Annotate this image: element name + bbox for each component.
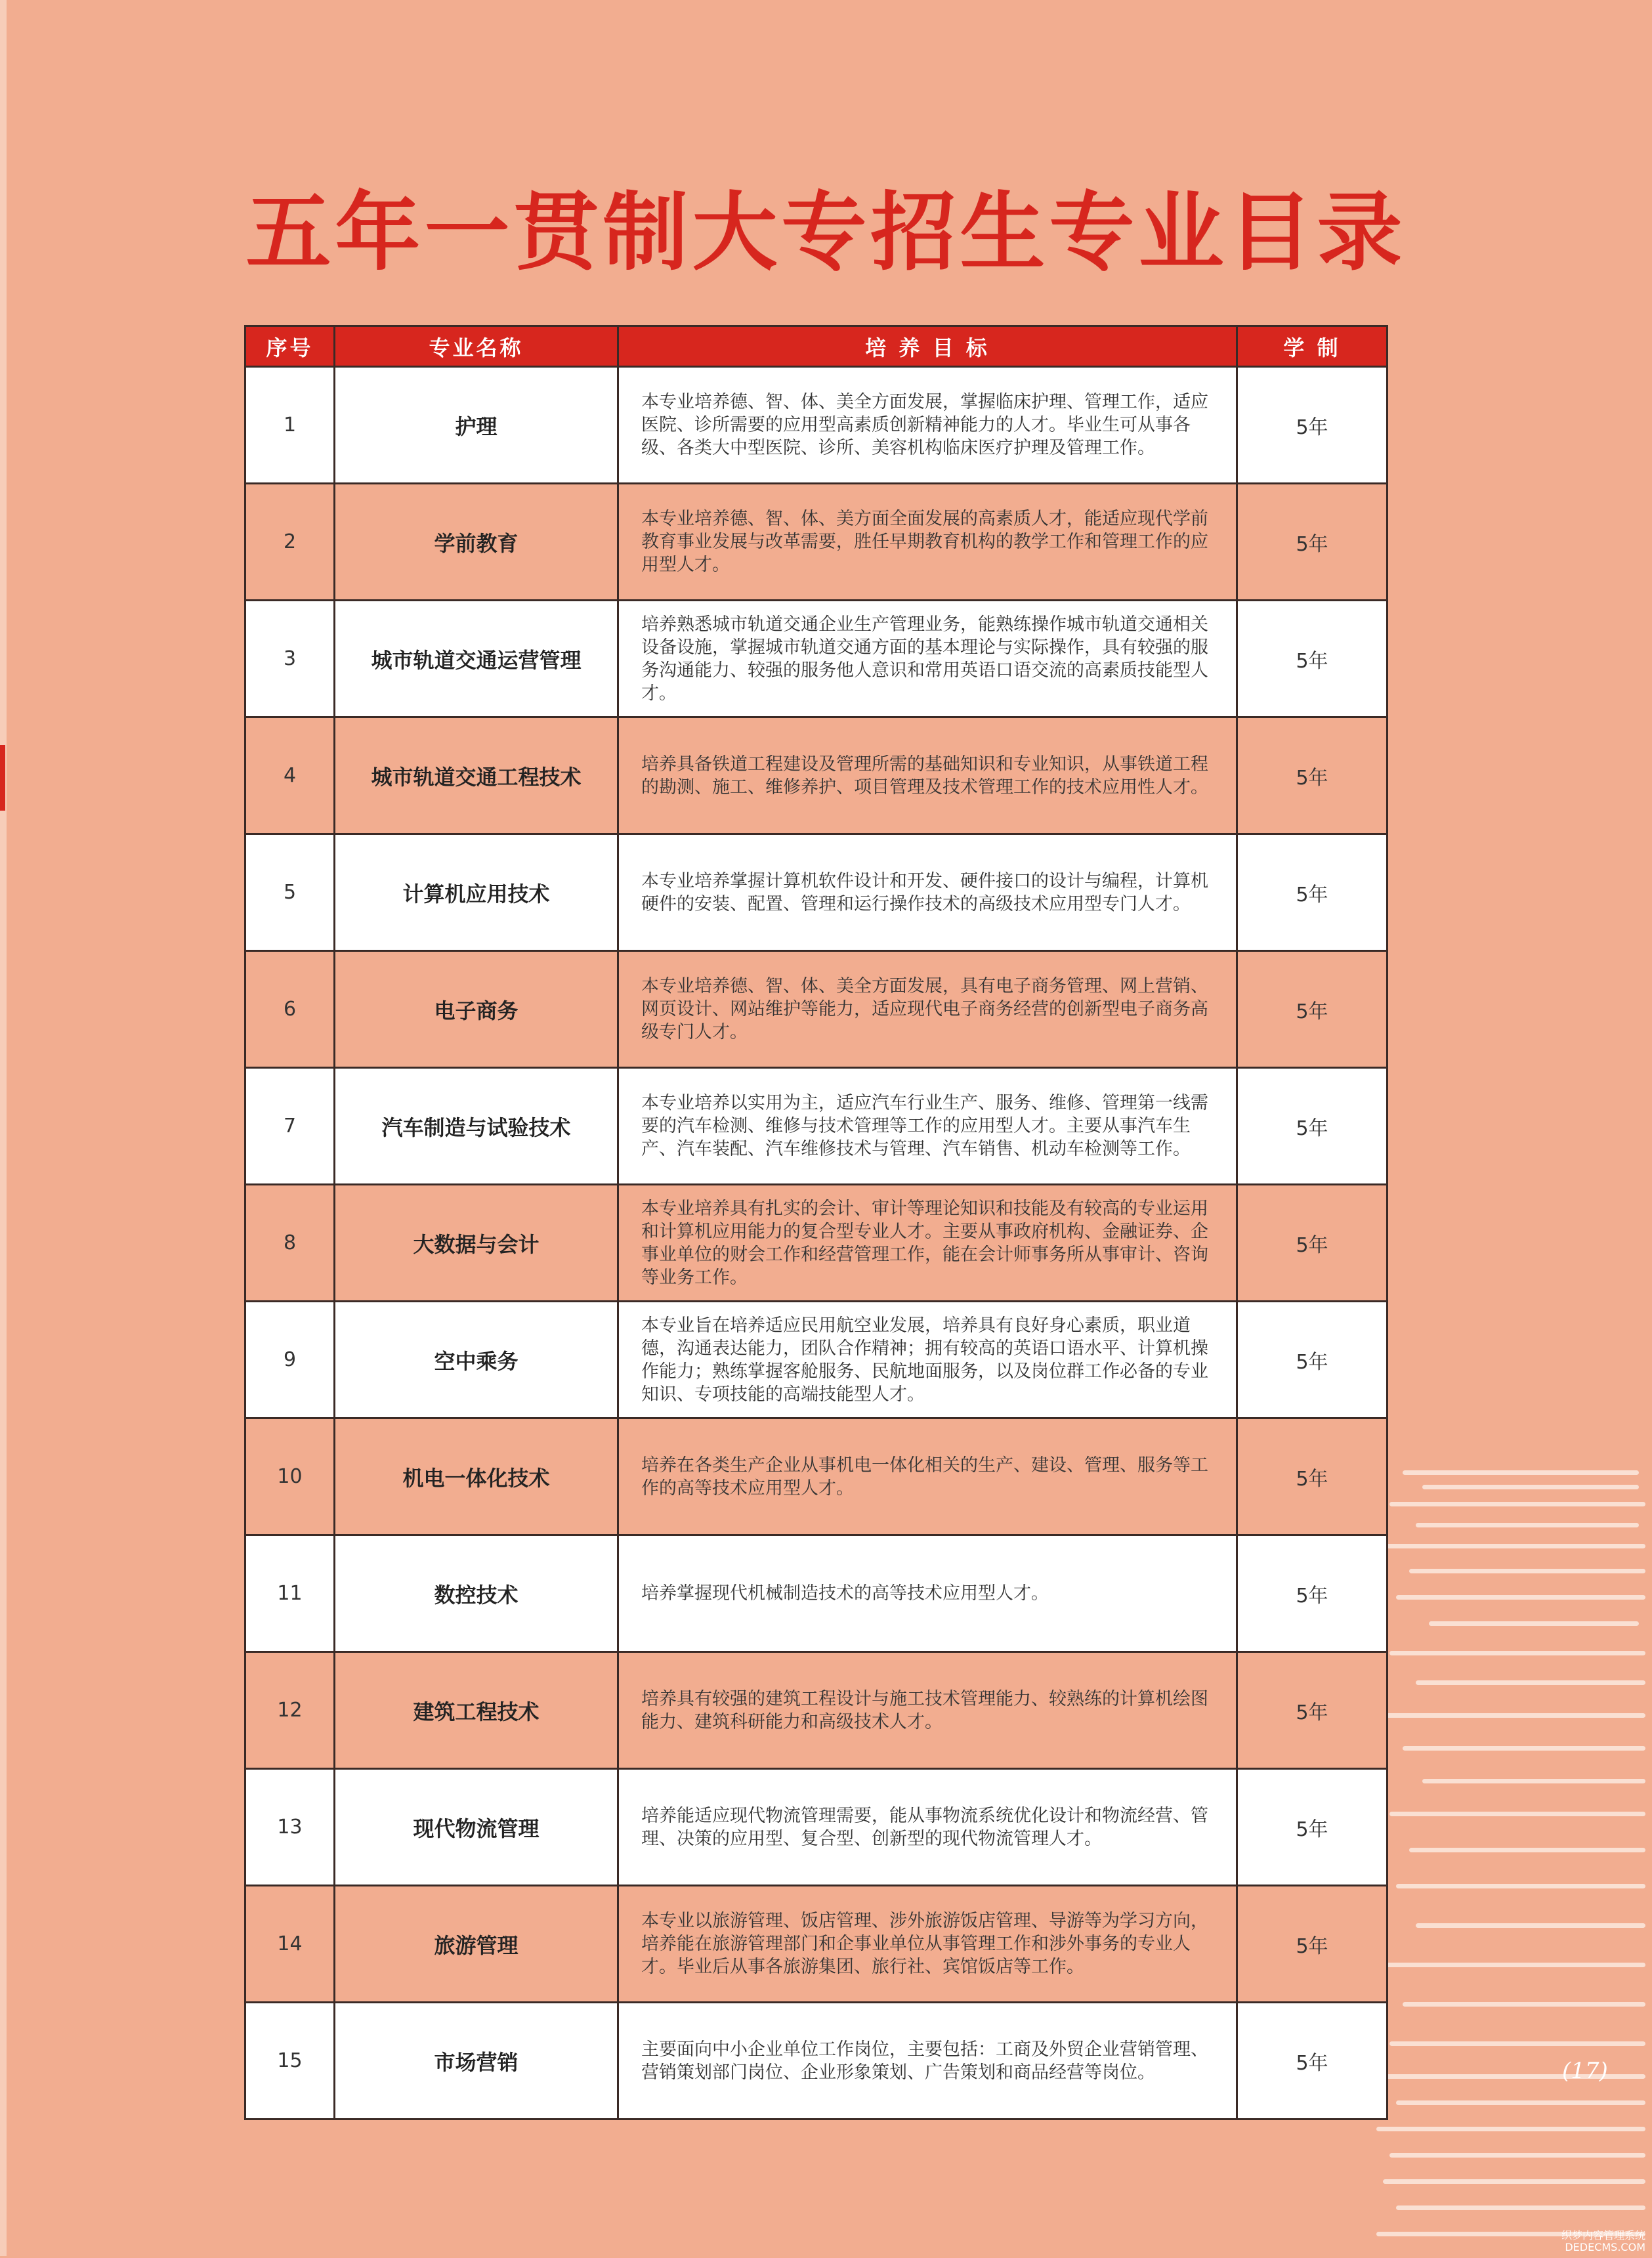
row-num: 9: [245, 1302, 335, 1418]
row-num: 3: [245, 601, 335, 717]
left-edge-strip: [0, 0, 7, 2256]
row-major-name: 市场营销: [335, 2003, 618, 2120]
page-title: 五年一贯制大专招生专业目录: [245, 182, 1407, 282]
row-major-name: 机电一体化技术: [335, 1418, 618, 1535]
paper-texture-decoration: [1376, 1470, 1652, 2258]
table-row: [245, 367, 1387, 484]
row-major-name: 大数据与会计: [335, 1185, 618, 1302]
table-row: [245, 1886, 1387, 2003]
row-duration: 5年: [1237, 717, 1387, 834]
row-duration: 5年: [1237, 367, 1387, 484]
row-num: 15: [245, 2003, 335, 2120]
table-row: [245, 601, 1387, 717]
left-edge-marker: [0, 745, 5, 811]
row-duration: 5年: [1237, 601, 1387, 717]
row-duration: 5年: [1237, 1302, 1387, 1418]
table-row: [245, 1652, 1387, 1769]
table-row: [245, 717, 1387, 834]
row-goal: 培养具有较强的建筑工程设计与施工技术管理能力、较熟练的计算机绘图能力、建筑科研能力和高级技术人才。: [618, 1652, 1237, 1769]
row-num: 6: [245, 951, 335, 1068]
row-major-name: 旅游管理: [335, 1886, 618, 2003]
row-major-name: 空中乘务: [335, 1302, 618, 1418]
row-num: 4: [245, 717, 335, 834]
table-row: [245, 1302, 1387, 1418]
table-row: [245, 2003, 1387, 2120]
row-goal: 本专业以旅游管理、饭店管理、涉外旅游饭店管理、导游等为学习方向，培养能在旅游管理部门和企事业单位从事管理工作和涉外事务的专业人才。毕业后从事各旅游集团、旅行社、宾馆饭店等工作。: [618, 1886, 1237, 2003]
row-num: 12: [245, 1652, 335, 1769]
row-goal: 本专业培养具有扎实的会计、审计等理论知识和技能及有较高的专业运用和计算机应用能力的复合型专业人才。主要从事政府机构、金融证券、企事业单位的财会工作和经营管理工作，能在会计师事务所从事审计、咨询等业务工作。: [618, 1185, 1237, 1302]
row-duration: 5年: [1237, 1535, 1387, 1652]
watermark-line-2: DEDECMS.COM: [1565, 2241, 1645, 2253]
row-num: 14: [245, 1886, 335, 2003]
row-duration: 5年: [1237, 1652, 1387, 1769]
major-catalog-table: [244, 325, 1388, 2120]
row-goal: 本专业培养德、智、体、美全方面发展，掌握临床护理、管理工作，适应医院、诊所需要的应用型高素质创新精神能力的人才。毕业生可从事各级、各类大中型医院、诊所、美容机构临床医疗护理及管理工作。: [618, 367, 1237, 484]
table-row: [245, 484, 1387, 601]
row-duration: 5年: [1237, 1068, 1387, 1185]
table-row: [245, 1769, 1387, 1886]
row-num: 2: [245, 484, 335, 601]
row-duration: 5年: [1237, 2003, 1387, 2120]
watermark: [1561, 2230, 1645, 2253]
table-row: [245, 834, 1387, 951]
row-duration: 5年: [1237, 951, 1387, 1068]
row-major-name: 学前教育: [335, 484, 618, 601]
row-goal: 本专业培养德、智、体、美方面全面发展的高素质人才，能适应现代学前教育事业发展与改革需要，胜任早期教育机构的教学工作和管理工作的应用型人才。: [618, 484, 1237, 601]
row-duration: 5年: [1237, 1418, 1387, 1535]
table-row: [245, 1068, 1387, 1185]
row-goal: 培养能适应现代物流管理需要，能从事物流系统优化设计和物流经营、管理、决策的应用型、复合型、创新型的现代物流管理人才。: [618, 1769, 1237, 1886]
row-duration: 5年: [1237, 834, 1387, 951]
page-number-value: 17: [1571, 2058, 1599, 2084]
table-row: [245, 1418, 1387, 1535]
page-number: (17): [1562, 2058, 1608, 2084]
row-duration: 5年: [1237, 1185, 1387, 1302]
row-goal: 本专业培养德、智、体、美全方面发展，具有电子商务管理、网上营销、网页设计、网站维护等能力，适应现代电子商务经营的创新型电子商务高级专门人才。: [618, 951, 1237, 1068]
row-num: 10: [245, 1418, 335, 1535]
row-goal: 培养在各类生产企业从事机电一体化相关的生产、建设、管理、服务等工作的高等技术应用型人才。: [618, 1418, 1237, 1535]
row-goal: 培养具备铁道工程建设及管理所需的基础知识和专业知识，从事铁道工程的勘测、施工、维修养护、项目管理及技术管理工作的技术应用性人才。: [618, 717, 1237, 834]
row-duration: 5年: [1237, 1886, 1387, 2003]
row-num: 1: [245, 367, 335, 484]
row-goal: 主要面向中小企业单位工作岗位，主要包括：工商及外贸企业营销管理、营销策划部门岗位、企业形象策划、广告策划和商品经营等岗位。: [618, 2003, 1237, 2120]
row-goal: 本专业培养以实用为主，适应汽车行业生产、服务、维修、管理第一线需要的汽车检测、维修与技术管理等工作的应用型人才。主要从事汽车生产、汽车装配、汽车维修技术与管理、汽车销售、机动车检测等工作。: [618, 1068, 1237, 1185]
header-duration: 学 制: [1237, 326, 1387, 367]
row-major-name: 数控技术: [335, 1535, 618, 1652]
row-major-name: 计算机应用技术: [335, 834, 618, 951]
row-major-name: 城市轨道交通运营管理: [335, 601, 618, 717]
row-major-name: 汽车制造与试验技术: [335, 1068, 618, 1185]
row-goal: 培养掌握现代机械制造技术的高等技术应用型人才。: [618, 1535, 1237, 1652]
row-duration: 5年: [1237, 1769, 1387, 1886]
table-header-row: [245, 326, 1387, 367]
row-num: 13: [245, 1769, 335, 1886]
header-num: 序号: [245, 326, 335, 367]
row-duration: 5年: [1237, 484, 1387, 601]
row-num: 5: [245, 834, 335, 951]
row-goal: 培养熟悉城市轨道交通企业生产管理业务，能熟练操作城市轨道交通相关设备设施，掌握城市轨道交通方面的基本理论与实际操作，具有较强的服务沟通能力、较强的服务他人意识和常用英语口语交流的高素质技能型人才。: [618, 601, 1237, 717]
header-name: 专业名称: [335, 326, 618, 367]
row-major-name: 护理: [335, 367, 618, 484]
row-goal: 本专业培养掌握计算机软件设计和开发、硬件接口的设计与编程，计算机硬件的安装、配置、管理和运行操作技术的高级技术应用型专门人才。: [618, 834, 1237, 951]
header-goal: 培 养 目 标: [618, 326, 1237, 367]
row-num: 11: [245, 1535, 335, 1652]
row-major-name: 建筑工程技术: [335, 1652, 618, 1769]
row-major-name: 现代物流管理: [335, 1769, 618, 1886]
row-major-name: 城市轨道交通工程技术: [335, 717, 618, 834]
table-row: [245, 1185, 1387, 1302]
row-major-name: 电子商务: [335, 951, 618, 1068]
watermark-line-1: 织梦内容管理系统: [1561, 2229, 1645, 2242]
row-num: 7: [245, 1068, 335, 1185]
row-goal: 本专业旨在培养适应民用航空业发展，培养具有良好身心素质，职业道德，沟通表达能力，团队合作精神；拥有较高的英语口语水平、计算机操作能力；熟练掌握客舱服务、民航地面服务，以及岗位群工作必备的专业知识、专项技能的高端技能型人才。: [618, 1302, 1237, 1418]
table-row: [245, 1535, 1387, 1652]
table-row: [245, 951, 1387, 1068]
row-num: 8: [245, 1185, 335, 1302]
